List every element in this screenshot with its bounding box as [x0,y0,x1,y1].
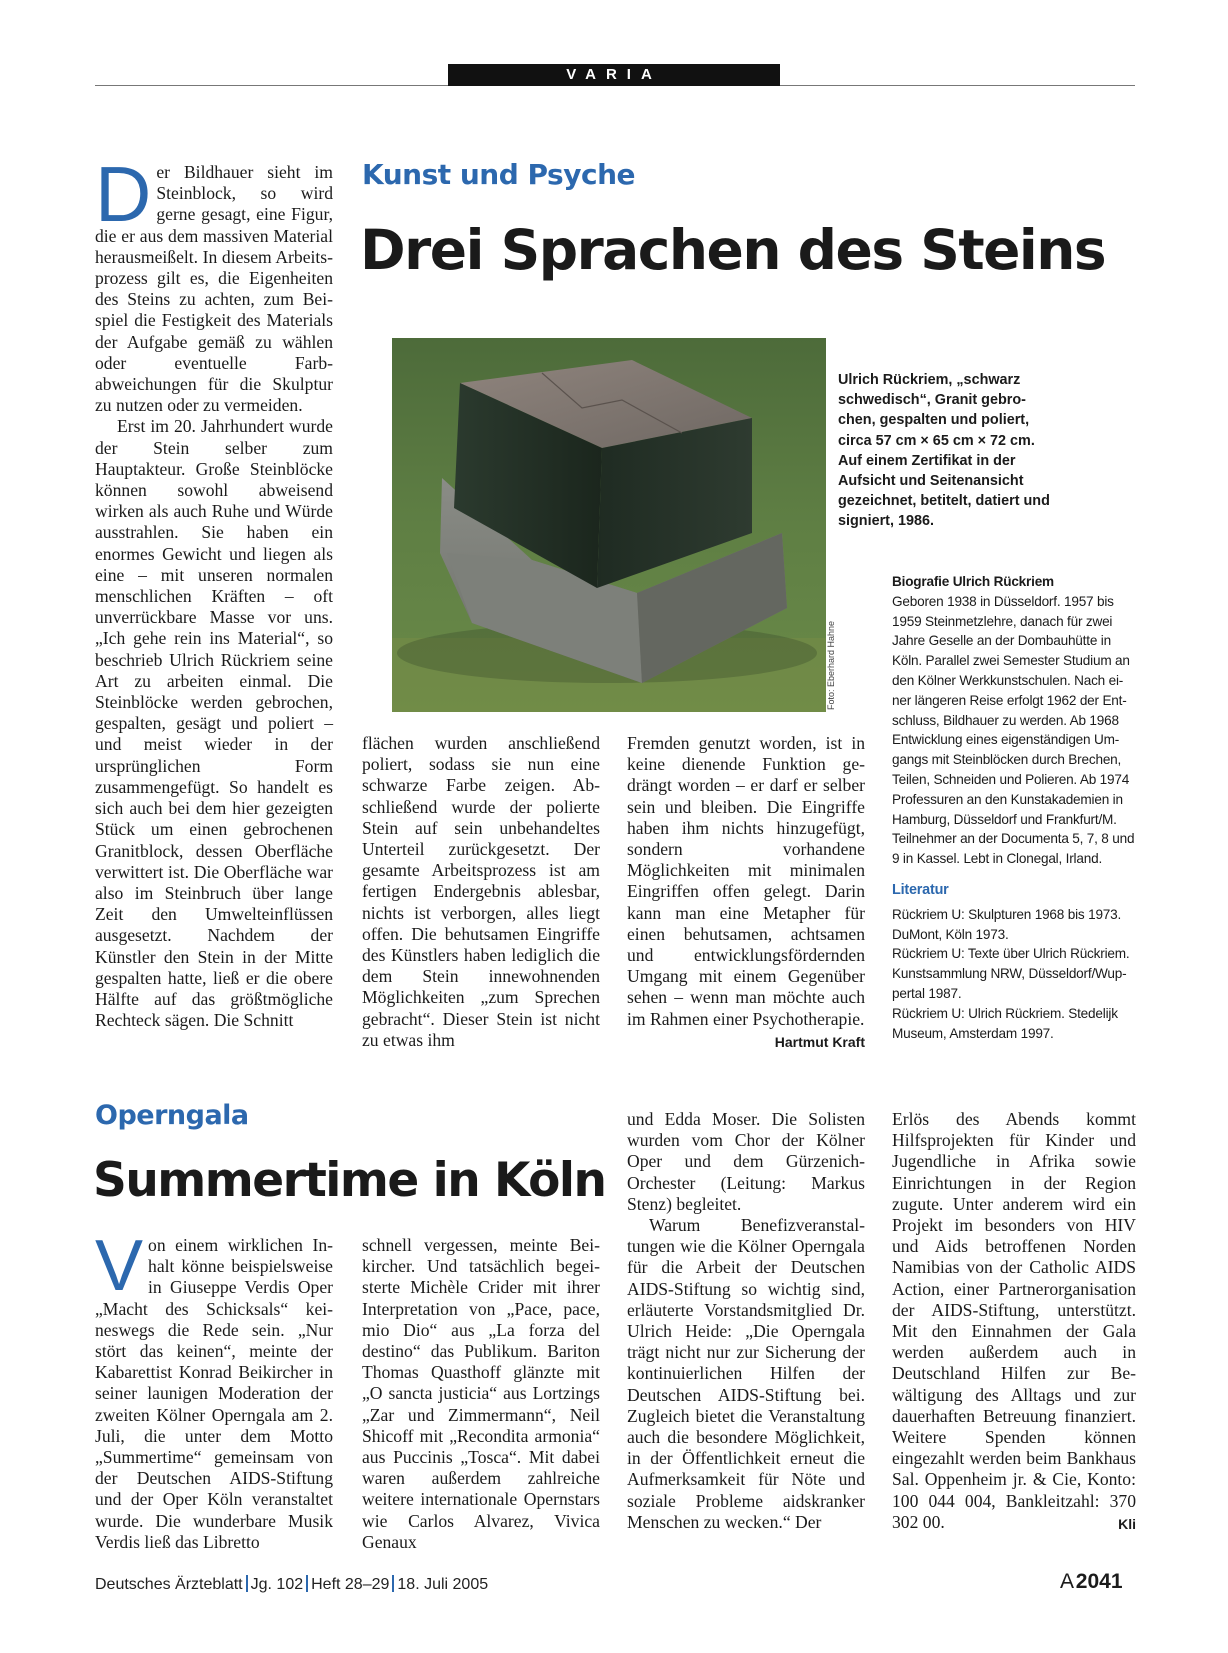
article1-kicker: Kunst und Psyche [362,158,635,191]
article2-col2-text: schnell vergessen, meinte Beikircher. Und tatsächlich begeisterte Michèle Crider mit ihrer Interpretation von „Pace, pace, mio Dio“ aus „La forza del destino“ das Publikum. Bariton Thomas Quasthoff glänzte mit „O sancta justicia“ aus Lortzings „Zar und Zimmermann“, Neil Shicoff mit „Recondita armonia“ aus Puccinis „Tosca“. Mit dabei waren außerdem zahlreiche weitere internationale Opernstars wie Carlos Alvarez, Vivica Genaux [362,1235,600,1552]
section-label: VARIA [448,64,780,86]
footer-separator [392,1575,394,1592]
literature-box [892,881,1136,1043]
sculpture-photo [392,338,826,712]
biography-title: Biografie Ulrich Rückriem [892,574,1054,589]
biography-box [892,572,1136,869]
article2-col4-text: Erlös des Abends kommt Hilfsprojekten für Kinder und Jugendliche in Afrika sowie Einrichtungen in der Region zugute. Unter anderem wird ein Projekt im besonders von HIV und Aids betroffenen Norden Namibias von der Catholic AIDS Action, einer Partnerorganisation der AIDS-Stiftung, unterstützt. Mit den Einnahmen der Gala werden außerdem auch in Deutschland Hilfen zur Bewältigung des Alltags und zur dauerhaften Betreuung finanziert. Weitere Spenden können eingezahlt werden beim Bankhaus Sal. Oppenheim jr. & Cie, Konto: 100 044 004, Bankleitzahl: 370 302 00. [892,1109,1136,1532]
article1-dropcap: D [95,150,152,238]
article2-headline: Summertime in Köln [93,1153,606,1208]
photo-credit [826,616,838,710]
footer-date: 18. Juli 2005 [397,1576,489,1593]
footer [95,1575,488,1594]
photo-caption: Ulrich Rückriem, „schwarz schwedisch“, Granit gebrochen, gespalten und poliert, circa 57 cm × 65 cm × 72 cm. Auf einem Zertifikat in der Aufsicht und Seitenansicht gezeichnet, betitelt, datiert und signiert, 1986. [838,372,1050,530]
article1-col3-text: Fremden genutzt worden, ist in keine dienende Funktion gedrängt worden – er darf er selber sein und bleiben. Die Eingriffe haben ihm nichts hinzugefügt, sondern vorhandene Möglichkeiten mit minimalen Eingriffen offen gelegt. Darin kann man eine Metapher für einen behutsamen, achtsamen und entwicklungsfördernden Umgang mit einem Gegenüber sehen – wenn man möchte auch im Rahmen einer Psychotherapie. [627,733,865,1029]
article2-column-1 [95,1226,333,1553]
article1-column-2 [362,733,600,1051]
article2-col3-paragraph-1: und Edda Moser. Die Solisten wurden vom Chor der Kölner Oper und dem Gürzenich-Orchester (Leitung: Markus Stenz) begleitet. [627,1109,865,1214]
article2-col1-text: on einem wirklichen Inhalt könne beispielsweise in Giuseppe Verdis Oper „Macht des Schicksals“ keineswegs die Rede sein. „Nur stört das keinen“, meinte der Kabarettist Konrad Beikircher in seiner launigen Moderation der zweiten Kölner Operngala am 2. Juli, die unter dem Motto „Summertime“ gemeinsam von der Deutschen AIDS-Stiftung und der Oper Köln veranstaltet wurde. Die wunderbare Musik Verdis ließ das Libretto [95,1235,333,1552]
article2-kicker: Operngala [95,1100,249,1131]
literature-item: Rückriem U: Ulrich Rückriem. Stedelijk Museum, Amsterdam 1997. [892,1005,1118,1041]
article2-dropcap: V [95,1226,144,1306]
article1-author: Hartmut Kraft [774,1033,865,1050]
article1-col1-paragraph-1: er Bildhauer sieht im Steinblock, so wird gerne gesagt, eine Figur, die er aus dem massiven Material herausmeißelt. In diesem Arbeitsprozess gilt es, die Eigenheiten des Steins zu achten, zum Beispiel die Festigkeit des Materials der Aufgabe gemäß zu wählen oder eventuelle Farbabweichungen für die Skulptur zu nutzen oder zu vermeiden. [95,162,333,416]
article2-author: Kli [1118,1515,1136,1532]
article1-headline: Drei Sprachen des Steins [360,218,1106,282]
footer-journal: Deutsches Ärzteblatt [95,1576,243,1593]
footer-separator [246,1575,248,1592]
literature-item: Rückriem U: Skulpturen 1968 bis 1973. DuMont, Köln 1973. [892,906,1122,942]
article1-col2-text: flächen wurden anschließend poliert, sodass sie nun eine schwarze Farbe zeigen. Abschließend wurde der polierte Stein auf sein unbehandeltes Unterteil zurückgesetzt. Der gesamte Arbeitsprozess ist am fertigen Endergebnis ablesbar, nichts ist verborgen, alles liegt offen. Die behutsamen Eingriffe des Künstlers haben lediglich die dem Stein innewohnenden Möglichkeiten „zum Sprechen gebracht“. Dieser Stein ist nicht zu etwas ihm [362,733,600,1050]
biography-text: Geboren 1938 in Düsseldorf. 1957 bis 1959 Steinmetzlehre, danach für zwei Jahre Geselle an der Dombauhütte in Köln. Parallel zwei Semester Studium an den Kölner Werkkunstschulen. Nach einer längeren Reise erfolgt 1962 der Entschluss, Bildhauer zu werden. Ab 1968 Entwicklung eines eigenständigen Umgangs mit Steinblöcken durch Brechen, Teilen, Schneiden und Polieren. Ab 1974 Professuren an den Kunstakademien in Hamburg, Düsseldorf und Frankfurt/M. Teilnehmer an der Documenta 5, 7, 8 und 9 in Kassel. Lebt in Clonegal, Irland. [892,593,1135,867]
article1-col1-paragraph-2: Erst im 20. Jahrhundert wurde der Stein selber zum Hauptakteur. Große Steinblöcke können sowohl abweisend wirken als auch Ruhe und Würde ausstrahlen. Sie haben ein enormes Gewicht und liegen als eine – mit unseren normalen menschlichen Kräften – oft unverrückbare Masse vor uns. „Ich gehe rein ins Material“, so beschrieb Ulrich Rückriem seine Art zu arbeiten einmal. Die Steinblöcke werden gebrochen, gespalten, gesägt und poliert – und meist wieder in der ursprünglichen Form zusammengefügt. So handelt es sich auch bei dem hier gezeigten Stück um einen gebrochenen Granitblock, dessen Oberfläche verwittert ist. Die Oberfläche war also im Steinbruch über lange Zeit den Umwelteinflüssen ausgesetzt. Nachdem der Künstler den Stein in der Mitte gespalten hatte, ließ er die obere Hälfte auf das größtmögliche Rechteck sägen. Die Schnitt [95,416,333,1031]
footer-volume: Jg. 102 [250,1576,304,1593]
page-prefix: A [1060,1570,1075,1593]
article2-col3-paragraph-2: Warum Benefizveranstaltungen wie die Kölner Operngala für die Arbeit der Deutschen AIDS-Stiftung so wichtig sind, erläuterte Vorstandsmitglied Dr. Ulrich Heide: „Die Operngala trägt nicht nur zur Sicherung der kontinuierlichen Hilfen der Deutschen AIDS-Stiftung bei. Zugleich bietet die Veranstaltung auch die besondere Möglichkeit, in der Öffentlichkeit erneut die Aufmerksamkeit für Nöte und soziale Probleme aidskranker Menschen zu wecken.“ Der [627,1215,865,1532]
article2-column-2 [362,1235,600,1553]
article1-column-3 [627,733,865,1053]
article2-column-3 [627,1109,865,1533]
footer-separator [306,1575,308,1592]
page-number [1060,1570,1123,1594]
footer-issue: Heft 28–29 [311,1576,390,1593]
literature-item: Rückriem U: Texte über Ulrich Rückriem. Kunstsammlung NRW, Düsseldorf/Wuppertal 1987. [892,946,1130,1001]
literature-title: Literatur [892,882,949,898]
article1-column-1 [95,150,333,1031]
photo-credit-text: Foto: Eberhard Hahne [826,620,836,710]
page-number-value: 2041 [1075,1570,1123,1593]
article2-column-4 [892,1109,1136,1535]
